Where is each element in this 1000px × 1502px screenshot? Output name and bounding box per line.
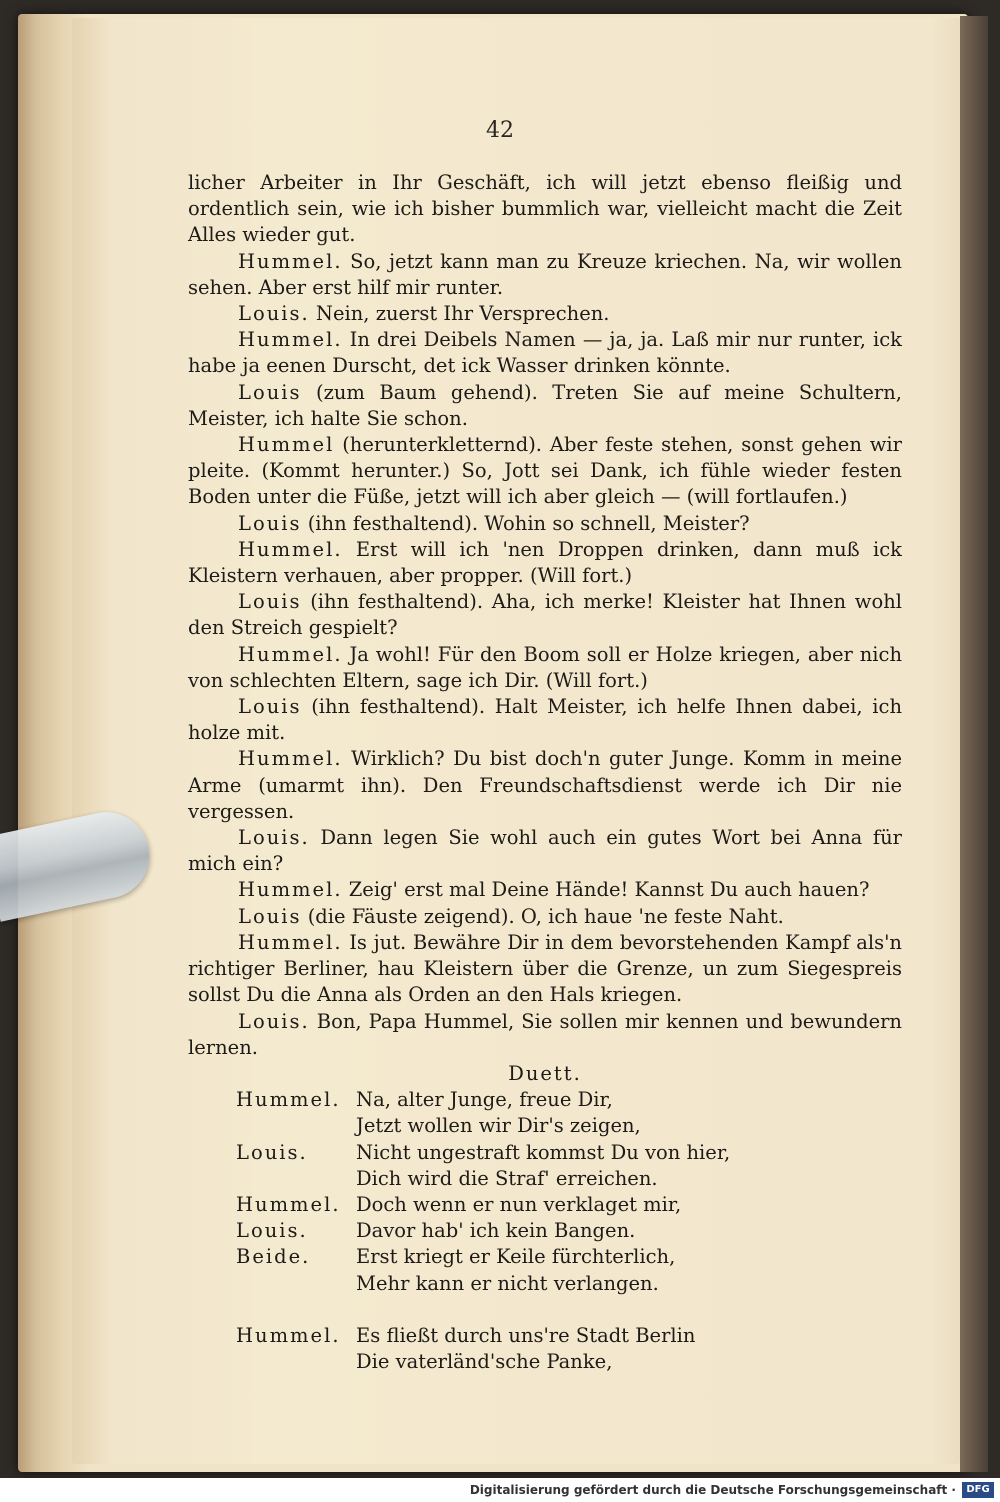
dialogue-paragraphs xyxy=(188,170,902,1061)
dialogue-paragraph xyxy=(188,904,902,930)
paragraph-text: Ja wohl! Für den Boom soll er Holze kriegen, aber nich von schlechten Eltern, sage ich Dir. (Will fort.) xyxy=(188,642,902,692)
dialogue-paragraph xyxy=(188,1009,902,1061)
paragraph-text: (ihn festhaltend). Aha, ich merke! Kleister hat Ihnen wohl den Streich gespielt? xyxy=(188,590,902,640)
dfg-logo: DFG xyxy=(962,1482,994,1498)
dialogue-paragraph xyxy=(188,694,902,746)
paragraph-text: (zum Baum gehend). Treten Sie auf meine Schultern, Meister, ich halte Sie schon. xyxy=(188,380,903,430)
dialogue-paragraph xyxy=(188,537,902,589)
paragraph-text: Erst will ich 'nen Droppen drinken, dann muß ick Kleistern verhauen, aber propper. (Will fort.) xyxy=(188,537,902,588)
verse-speaker: Hummel. xyxy=(236,1088,341,1112)
paragraph-text: (ihn festhaltend). Wohin so schnell, Meister? xyxy=(307,511,750,535)
paragraph-text: (herunterkletternd). Aber feste stehen, sonst gehen wir pleite. (Kommt herunter.) So, Jott sei Dank, ich fühle wieder festen Boden unter die Füße, jetzt will ich aber gleich — (will fortlaufen.) xyxy=(188,433,902,509)
speaker-name: Hummel. xyxy=(238,930,343,954)
dialogue-paragraph xyxy=(188,642,902,694)
paragraph-text: (ihn festhaltend). Halt Meister, ich helfe Ihnen dabei, ich holze mit. xyxy=(188,695,903,745)
speaker-name: Louis xyxy=(238,380,302,404)
verse-line: Es fließt durch uns're Stadt Berlin xyxy=(356,1323,696,1347)
verse-line: Mehr kann er nicht verlangen. xyxy=(356,1271,659,1295)
paragraph-text: In drei Deibels Namen — ja, ja. Laß mir nur runter, ick habe ja eenen Durscht, det ick Wasser drinken könnte. xyxy=(188,328,903,378)
verse-speaker: Hummel. xyxy=(236,1323,341,1347)
verse-speaker xyxy=(236,1271,356,1297)
paragraph-text: Dann legen Sie wohl auch ein gutes Wort bei Anna für mich ein? xyxy=(188,826,902,876)
verse-line: Davor hab' ich kein Bangen. xyxy=(356,1219,636,1243)
dialogue-paragraph xyxy=(188,589,902,641)
verse-line: Dich wird die Straf' erreichen. xyxy=(356,1166,658,1190)
speaker-name: Hummel. xyxy=(238,642,343,666)
speaker-name: Louis xyxy=(238,590,302,614)
speaker-name: Louis xyxy=(238,695,302,719)
speaker-name: Louis xyxy=(238,904,302,928)
verse-speaker xyxy=(236,1113,356,1139)
dialogue-paragraph xyxy=(188,170,902,249)
paragraph-text: Is jut. Bewähre Dir in dem bevorstehenden Kampf als'n richtiger Berliner, hau Kleistern über die Grenze, un zum Siegespreis sollst Du die Anna als Orden an den Hals kriegen. xyxy=(188,930,902,1007)
speaker-name: Hummel. xyxy=(238,249,343,273)
verse-speaker: Beide. xyxy=(236,1245,311,1269)
verse-speaker: Louis. xyxy=(236,1219,308,1243)
dialogue-paragraph xyxy=(188,825,902,877)
duett-verses xyxy=(236,1087,902,1297)
speaker-name: Hummel. xyxy=(238,328,343,352)
verse-speaker xyxy=(236,1166,356,1192)
dialogue-paragraph xyxy=(188,249,902,301)
paragraph-text: licher Arbeiter in Ihr Geschäft, ich will jetzt ebenso fleißig und ordentlich sein, wie ich bisher bummlich war, vielleicht macht die Zeit Alles wieder gut. xyxy=(188,171,902,247)
dialogue-paragraph xyxy=(188,877,902,903)
verse-line: Na, alter Junge, freue Dir, xyxy=(356,1088,613,1112)
paragraph-text: (die Fäuste zeigend). O, ich haue 'ne feste Naht. xyxy=(307,904,784,928)
footer-bar xyxy=(0,1478,1000,1502)
footer-credit: Digitalisierung gefördert durch die Deutsche Forschungsgemeinschaft · xyxy=(469,1483,956,1497)
speaker-name: Hummel. xyxy=(238,537,343,561)
dialogue-paragraph xyxy=(188,327,902,379)
verse-line: Jetzt wollen wir Dir's zeigen, xyxy=(356,1114,641,1138)
dialogue-paragraph xyxy=(188,301,902,327)
final-verses xyxy=(236,1323,902,1375)
book-right-edge xyxy=(960,16,988,1472)
paragraph-text: Nein, zuerst Ihr Versprechen. xyxy=(315,302,610,326)
dialogue-paragraph xyxy=(188,432,902,511)
verse-gap xyxy=(188,1297,902,1323)
page-text xyxy=(188,170,902,1375)
paragraph-text: Zeig' erst mal Deine Hände! Kannst Du auch hauen? xyxy=(348,878,870,902)
speaker-name: Hummel. xyxy=(238,878,343,902)
page-number: 42 xyxy=(486,118,514,143)
verse-speaker: Louis. xyxy=(236,1140,308,1164)
speaker-name: Louis. xyxy=(238,826,310,850)
dialogue-paragraph xyxy=(188,380,902,432)
verse-line: Doch wenn er nun verklaget mir, xyxy=(356,1192,682,1216)
paragraph-text: So, jetzt kann man zu Kreuze kriechen. Na, wir wollen sehen. Aber erst hilf mir runter. xyxy=(188,249,902,299)
verse-line: Die vaterländ'sche Panke, xyxy=(356,1349,613,1373)
dialogue-paragraph xyxy=(188,930,902,1009)
speaker-name: Louis. xyxy=(238,1009,310,1033)
speaker-name: Louis xyxy=(238,511,302,535)
paragraph-text: Wirklich? Du bist doch'n guter Junge. Komm in meine Arme (umarmt ihn). Den Freundschaftsdienst werde ich Dir nie vergessen. xyxy=(188,747,902,823)
verse-speaker xyxy=(236,1349,356,1375)
verse-speaker: Hummel. xyxy=(236,1192,341,1216)
verse-line: Nicht ungestraft kommst Du von hier, xyxy=(356,1140,731,1164)
dialogue-paragraph xyxy=(188,511,902,537)
paragraph-text: Bon, Papa Hummel, Sie sollen mir kennen und bewundern lernen. xyxy=(188,1009,902,1059)
duett-heading: Duett. xyxy=(508,1061,582,1085)
speaker-name: Hummel xyxy=(238,433,335,457)
speaker-name: Louis. xyxy=(238,302,310,326)
verse-line: Erst kriegt er Keile fürchterlich, xyxy=(356,1245,676,1269)
dialogue-paragraph xyxy=(188,746,902,825)
speaker-name: Hummel. xyxy=(238,747,343,771)
